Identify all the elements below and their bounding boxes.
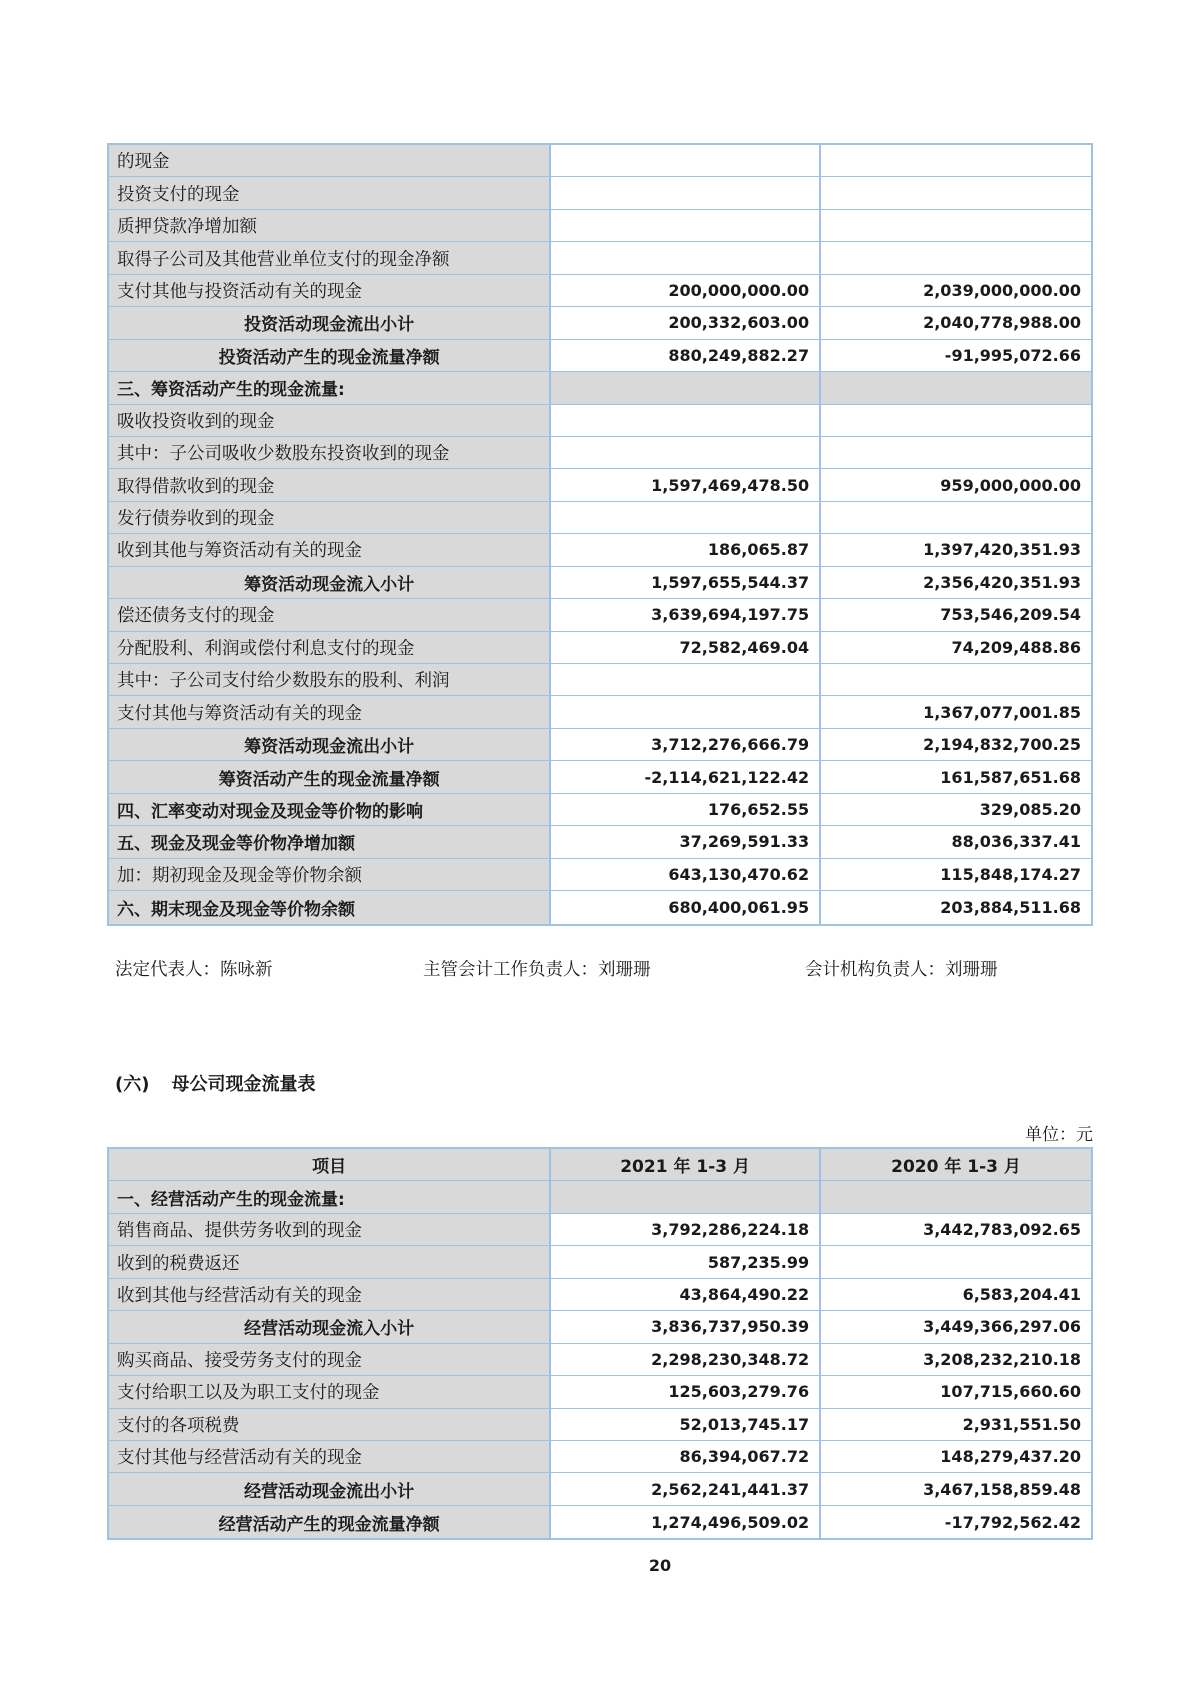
row-label: 经营活动产生的现金流量净额 <box>109 1506 551 1538</box>
row-label: 分配股利、利润或偿付利息支付的现金 <box>109 632 551 663</box>
row-label: 收到其他与筹资活动有关的现金 <box>109 534 551 565</box>
value-current-period: 1,597,469,478.50 <box>551 469 821 500</box>
value-prior-period: 2,039,000,000.00 <box>821 275 1091 306</box>
row-label: 加：期初现金及现金等价物余额 <box>109 859 551 890</box>
row-label: 支付的各项税费 <box>109 1409 551 1440</box>
row-label: 一、经营活动产生的现金流量: <box>109 1181 551 1212</box>
value-current-period: -2,114,621,122.42 <box>551 761 821 792</box>
row-label: 经营活动现金流入小计 <box>109 1311 551 1342</box>
table-row <box>109 242 1091 274</box>
table-row <box>109 1409 1091 1441</box>
row-label: 筹资活动现金流出小计 <box>109 729 551 760</box>
row-label: 投资支付的现金 <box>109 177 551 208</box>
section-title-text: 母公司现金流量表 <box>171 1074 316 1095</box>
row-label: 三、筹资活动产生的现金流量: <box>109 372 551 403</box>
chief-accountant-signature: 主管会计工作负责人：刘珊珊 <box>423 960 651 980</box>
value-current-period: 200,332,603.00 <box>551 307 821 338</box>
row-label: 经营活动现金流出小计 <box>109 1473 551 1504</box>
row-label: 支付其他与投资活动有关的现金 <box>109 275 551 306</box>
value-prior-period: 74,209,488.86 <box>821 632 1091 663</box>
value-current-period: 2,562,241,441.37 <box>551 1473 821 1504</box>
row-label: 收到的税费返还 <box>109 1246 551 1277</box>
row-label: 购买商品、接受劳务支付的现金 <box>109 1344 551 1375</box>
column-header: 项目 <box>109 1149 551 1180</box>
value-prior-period: 148,279,437.20 <box>821 1441 1091 1472</box>
value-current-period <box>551 437 821 468</box>
value-prior-period: 1,367,077,001.85 <box>821 696 1091 727</box>
value-prior-period <box>821 405 1091 436</box>
table-row <box>109 729 1091 761</box>
value-prior-period <box>821 437 1091 468</box>
table-row <box>109 177 1091 209</box>
value-current-period: 1,597,655,544.37 <box>551 567 821 598</box>
value-current-period: 37,269,591.33 <box>551 826 821 857</box>
table-row <box>109 664 1091 696</box>
table-row <box>109 891 1091 923</box>
table-row <box>109 469 1091 501</box>
value-prior-period <box>821 1181 1091 1212</box>
row-label: 五、现金及现金等价物净增加额 <box>109 826 551 857</box>
value-current-period: 186,065.87 <box>551 534 821 565</box>
table-row <box>109 794 1091 826</box>
row-label: 投资活动产生的现金流量净额 <box>109 340 551 371</box>
column-header: 2020 年 1-3 月 <box>821 1149 1091 1180</box>
value-prior-period: 88,036,337.41 <box>821 826 1091 857</box>
cash-flow-table-continued <box>107 143 1093 926</box>
row-label: 吸收投资收到的现金 <box>109 405 551 436</box>
value-current-period <box>551 664 821 695</box>
table-row <box>109 761 1091 793</box>
table-row <box>109 372 1091 404</box>
value-prior-period: 107,715,660.60 <box>821 1376 1091 1407</box>
value-current-period: 2,298,230,348.72 <box>551 1344 821 1375</box>
table-row <box>109 696 1091 728</box>
table-row <box>109 599 1091 631</box>
table-row <box>109 1473 1091 1505</box>
value-prior-period: 2,356,420,351.93 <box>821 567 1091 598</box>
value-current-period: 3,836,737,950.39 <box>551 1311 821 1342</box>
table-row <box>109 1279 1091 1311</box>
row-label: 筹资活动产生的现金流量净额 <box>109 761 551 792</box>
value-prior-period: 2,040,778,988.00 <box>821 307 1091 338</box>
value-prior-period: 115,848,174.27 <box>821 859 1091 890</box>
row-label: 取得子公司及其他营业单位支付的现金净额 <box>109 242 551 273</box>
row-label: 其中：子公司吸收少数股东投资收到的现金 <box>109 437 551 468</box>
table-row <box>109 405 1091 437</box>
value-current-period: 3,712,276,666.79 <box>551 729 821 760</box>
value-current-period: 680,400,061.95 <box>551 891 821 923</box>
value-prior-period: 1,397,420,351.93 <box>821 534 1091 565</box>
value-current-period: 43,864,490.22 <box>551 1279 821 1310</box>
value-current-period <box>551 502 821 533</box>
row-label: 取得借款收到的现金 <box>109 469 551 500</box>
value-prior-period <box>821 145 1091 176</box>
column-header: 2021 年 1-3 月 <box>551 1149 821 1180</box>
page-number: 20 <box>648 1556 672 1575</box>
signature-line <box>107 956 1093 986</box>
value-current-period <box>551 177 821 208</box>
table-row <box>109 567 1091 599</box>
row-label: 偿还债务支付的现金 <box>109 599 551 630</box>
section-title <box>115 1070 315 1096</box>
value-current-period <box>551 1181 821 1212</box>
table-row <box>109 145 1091 177</box>
value-current-period: 125,603,279.76 <box>551 1376 821 1407</box>
table-row <box>109 307 1091 339</box>
row-label: 支付其他与经营活动有关的现金 <box>109 1441 551 1472</box>
table-row <box>109 826 1091 858</box>
value-prior-period: 3,449,366,297.06 <box>821 1311 1091 1342</box>
value-prior-period: -17,792,562.42 <box>821 1506 1091 1538</box>
row-label: 其中：子公司支付给少数股东的股利、利润 <box>109 664 551 695</box>
row-label: 销售商品、提供劳务收到的现金 <box>109 1214 551 1245</box>
value-current-period <box>551 405 821 436</box>
table-row <box>109 1246 1091 1278</box>
legal-representative-signature: 法定代表人：陈咏新 <box>115 960 273 980</box>
table-row <box>109 1376 1091 1408</box>
accounting-dept-signature: 会计机构负责人：刘珊珊 <box>805 960 998 980</box>
value-prior-period: 753,546,209.54 <box>821 599 1091 630</box>
row-label: 支付其他与筹资活动有关的现金 <box>109 696 551 727</box>
table-row <box>109 275 1091 307</box>
unit-label: 单位：元 <box>1025 1125 1093 1145</box>
table-row <box>109 340 1091 372</box>
row-label: 筹资活动现金流入小计 <box>109 567 551 598</box>
table-row <box>109 1506 1091 1538</box>
value-prior-period: 3,208,232,210.18 <box>821 1344 1091 1375</box>
value-current-period: 3,639,694,197.75 <box>551 599 821 630</box>
value-prior-period: -91,995,072.66 <box>821 340 1091 371</box>
value-current-period: 176,652.55 <box>551 794 821 825</box>
value-current-period <box>551 696 821 727</box>
value-current-period: 643,130,470.62 <box>551 859 821 890</box>
table-header-row <box>109 1149 1091 1181</box>
table-row <box>109 1214 1091 1246</box>
table-row <box>109 859 1091 891</box>
value-current-period <box>551 242 821 273</box>
value-prior-period <box>821 502 1091 533</box>
value-current-period: 587,235.99 <box>551 1246 821 1277</box>
row-label: 投资活动现金流出小计 <box>109 307 551 338</box>
value-prior-period: 3,442,783,092.65 <box>821 1214 1091 1245</box>
table-row <box>109 534 1091 566</box>
value-current-period: 72,582,469.04 <box>551 632 821 663</box>
value-prior-period <box>821 210 1091 241</box>
value-current-period: 52,013,745.17 <box>551 1409 821 1440</box>
value-prior-period <box>821 1246 1091 1277</box>
parent-company-cash-flow-table <box>107 1147 1093 1540</box>
section-number: (六) <box>115 1074 150 1095</box>
table-row <box>109 1441 1091 1473</box>
table-row <box>109 210 1091 242</box>
value-current-period <box>551 210 821 241</box>
value-prior-period <box>821 242 1091 273</box>
value-prior-period <box>821 177 1091 208</box>
value-current-period: 1,274,496,509.02 <box>551 1506 821 1538</box>
table-row <box>109 1311 1091 1343</box>
value-prior-period <box>821 372 1091 403</box>
value-prior-period: 161,587,651.68 <box>821 761 1091 792</box>
value-current-period: 86,394,067.72 <box>551 1441 821 1472</box>
row-label: 的现金 <box>109 145 551 176</box>
value-prior-period: 2,931,551.50 <box>821 1409 1091 1440</box>
row-label: 收到其他与经营活动有关的现金 <box>109 1279 551 1310</box>
row-label: 发行债券收到的现金 <box>109 502 551 533</box>
value-prior-period: 6,583,204.41 <box>821 1279 1091 1310</box>
value-prior-period: 959,000,000.00 <box>821 469 1091 500</box>
value-prior-period: 329,085.20 <box>821 794 1091 825</box>
value-current-period <box>551 145 821 176</box>
table-row <box>109 437 1091 469</box>
row-label: 四、汇率变动对现金及现金等价物的影响 <box>109 794 551 825</box>
table-row <box>109 1181 1091 1213</box>
value-prior-period: 2,194,832,700.25 <box>821 729 1091 760</box>
row-label: 质押贷款净增加额 <box>109 210 551 241</box>
value-current-period <box>551 372 821 403</box>
row-label: 支付给职工以及为职工支付的现金 <box>109 1376 551 1407</box>
value-prior-period: 3,467,158,859.48 <box>821 1473 1091 1504</box>
value-prior-period: 203,884,511.68 <box>821 891 1091 923</box>
value-current-period: 880,249,882.27 <box>551 340 821 371</box>
value-current-period: 3,792,286,224.18 <box>551 1214 821 1245</box>
table-row <box>109 502 1091 534</box>
value-current-period: 200,000,000.00 <box>551 275 821 306</box>
table-row <box>109 1344 1091 1376</box>
table-row <box>109 632 1091 664</box>
row-label: 六、期末现金及现金等价物余额 <box>109 891 551 923</box>
value-prior-period <box>821 664 1091 695</box>
